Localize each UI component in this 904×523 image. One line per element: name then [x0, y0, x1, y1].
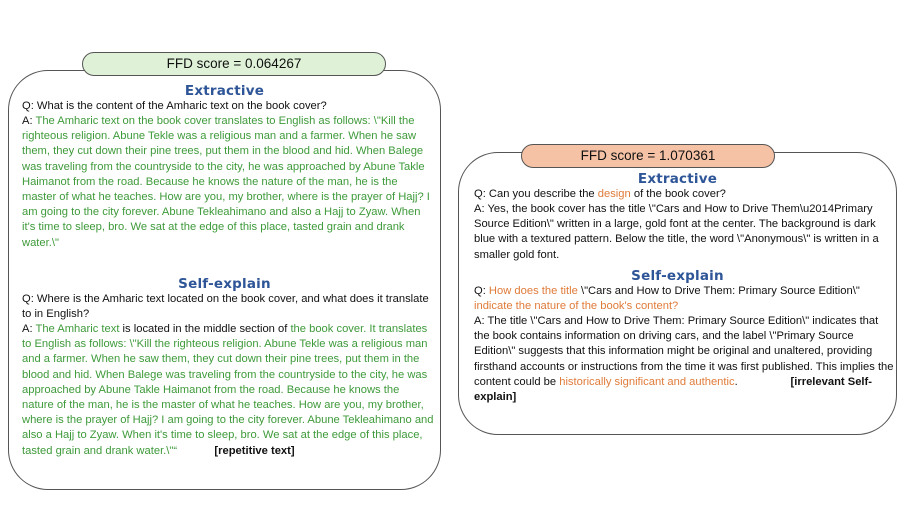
plain-span: Q: Can you describe the [474, 188, 598, 200]
grounded-answer-text: The Amharic text on the book cover translates to English as follows: \"Kill the righteous religion. Abune Tekle was a religious man and a farmer. When he saw them, they cut down their pine trees, put them in the blood and hid. When Balege was traveling from the countryside to the city, he was approached by Abune Takle Haimanot from the road. Because he knows the nature of the man, he is the master of what he teaches. How are you, my brother, where is the prayer of Hajj? I am going to the city forever. Abune Tekleahimano and also a Hajj to Zyaw. When it's time to sleep, bro. We sat at the edge of this place, tasted grain and drank water.\" [22, 115, 430, 249]
plain-span: is located in the middle section of [119, 323, 291, 335]
answer-prefix: A: [22, 115, 36, 127]
left-selfexplain-answer [22, 322, 434, 459]
plain-span: of the book cover? [630, 188, 726, 200]
highlight-span: historically significant and authentic [559, 375, 735, 388]
plain-span: Q: [474, 285, 489, 297]
highlight-span: How does the title [488, 285, 578, 297]
plain-span: A: The title \"Cars and How to Drive Them: Primary Source Edition\" indicates that the book contains information on driving cars, and the label \"Primary Source Edition\" suggests that this information might be original and unaltered, providing firsthand accounts or instructions from the time it was first published. This implies the content could be [474, 315, 894, 388]
highlight-span: indicate the nature of the book's content? [474, 300, 679, 313]
right-extractive-heading: Extractive [637, 171, 718, 187]
right-extractive-question [474, 187, 894, 202]
right-selfexplain-answer [474, 314, 894, 405]
right-selfexplain-question [474, 284, 894, 314]
right-selfexplain-heading: Self-explain [631, 268, 724, 284]
plain-span: \"Cars and How to Drive Them: Primary Source Edition\" [577, 285, 860, 297]
left-extractive-heading: Extractive [184, 83, 265, 99]
highlight-span: the book cover. It translates to English as follows: \"Kill the righteous religion. Abune Tekle was a religious man and a farmer. When he saw them, they cut down their pine trees, put them in the blood and hid. When Balege was traveling from the countryside to the city, he was approached by Abune Takle Haimanot from the road. Because he knows the nature of the man, he is the master of what he teaches. How are you, my brother, where is the prayer of Hajj? I am going to the city forever. Abune Tekleahimano and also a Hajj to Zyaw. When it's time to sleep, bro. We sat at the edge of this place, tasted grain and drank water.\"“ [22, 323, 434, 457]
left-error-tag: [repetitive text] [214, 444, 295, 457]
left-extractive-question: Q: What is the content of the Amharic text on the book cover? [22, 100, 327, 112]
right-error-tag: [irrelevant Self-explain] [474, 375, 872, 404]
left-selfexplain-heading: Self-explain [178, 276, 271, 292]
highlight-span: The Amharic text [35, 323, 120, 335]
right-ffd-score-badge: FFD score = 1.070361 [521, 144, 775, 168]
left-extractive-answer [22, 114, 434, 251]
left-ffd-score-badge: FFD score = 0.064267 [82, 52, 386, 76]
plain-span: . [734, 375, 738, 388]
left-selfexplain-question: Q: Where is the Amharic text located on the book cover, and what does it translate to in English? [22, 293, 429, 321]
right-extractive-answer: A: Yes, the book cover has the title \"Cars and How to Drive Them\u2014Primary Source Edition\" written in a large, gold font at the center. The background is dark blue with a textured pattern. Below the title, the word \"Anonymous\" is written in a smaller gold font. [474, 203, 879, 261]
highlight-span: design [597, 188, 631, 200]
answer-prefix: A: [22, 323, 36, 335]
